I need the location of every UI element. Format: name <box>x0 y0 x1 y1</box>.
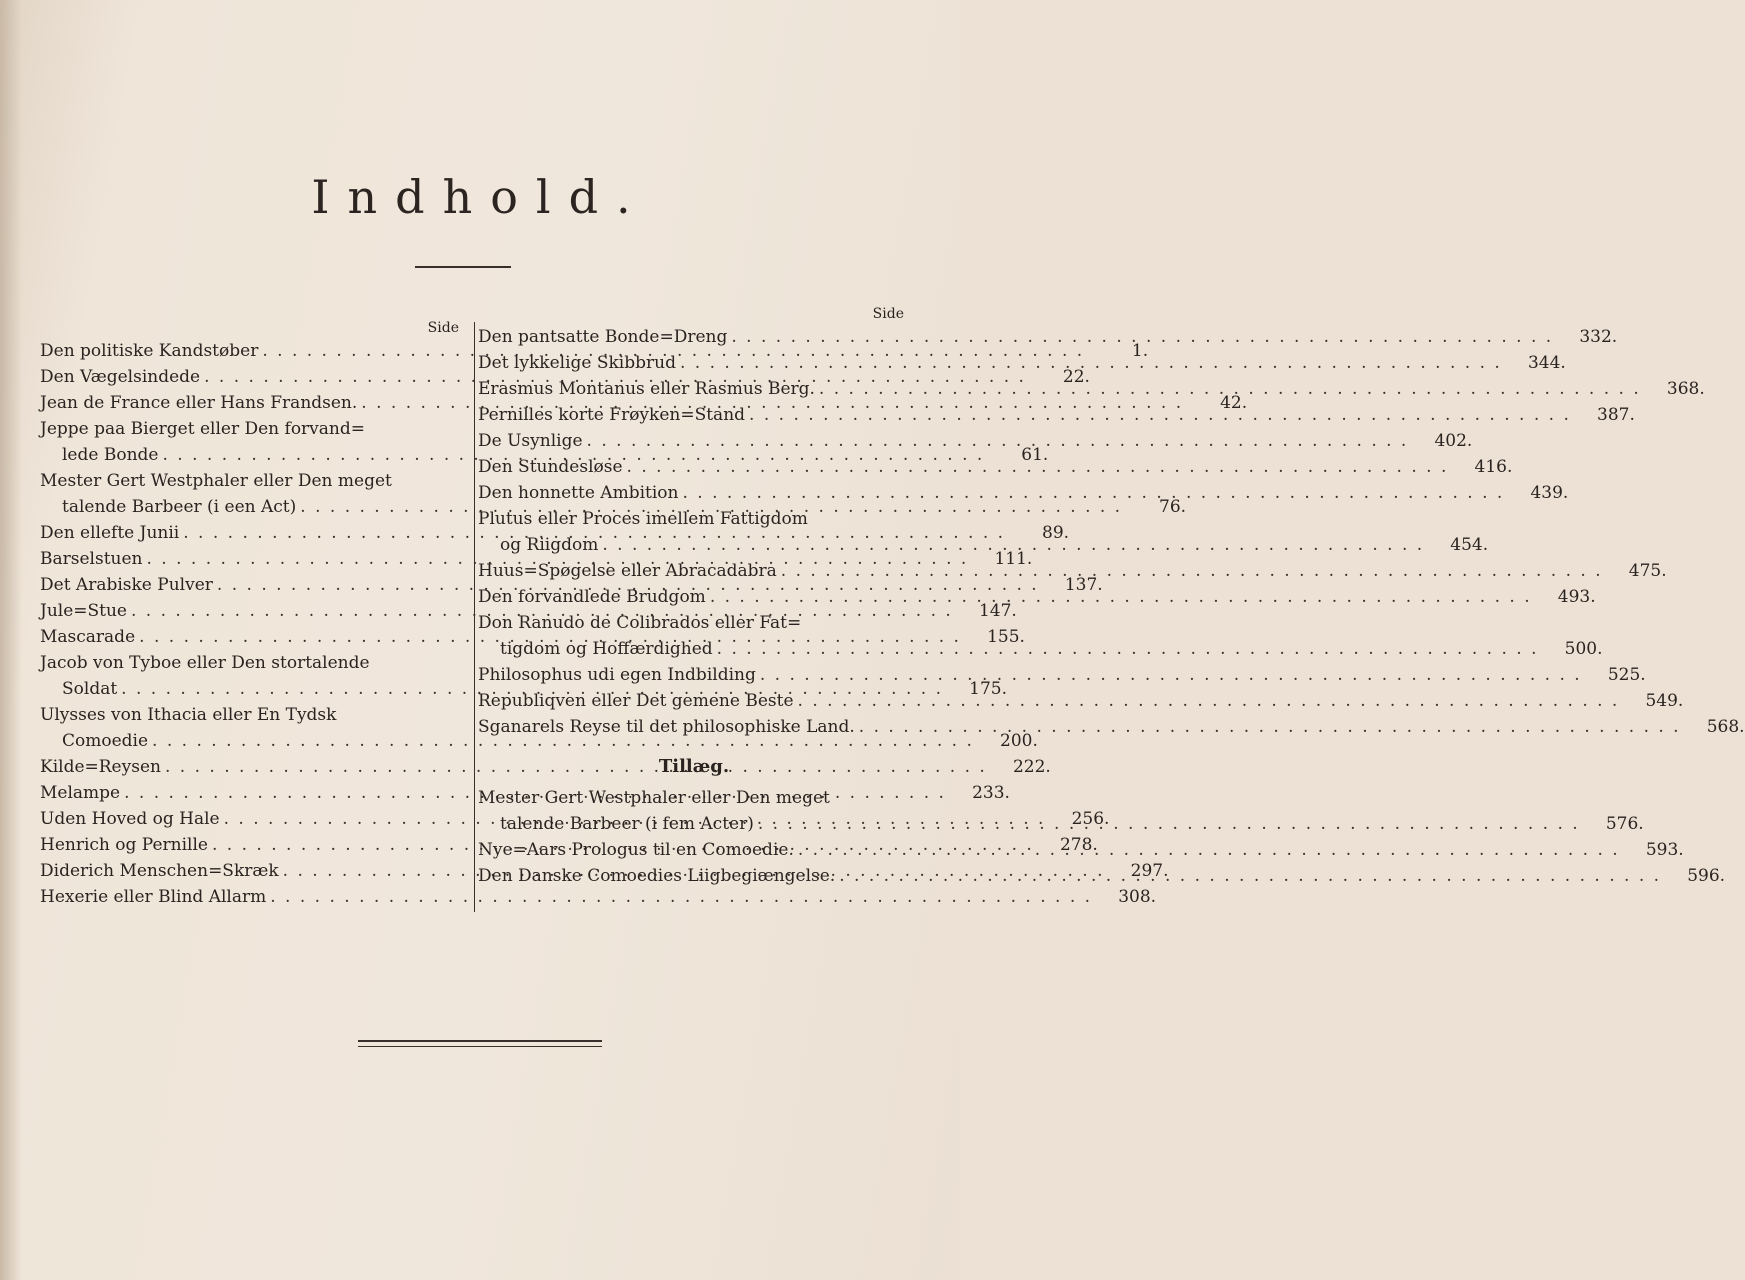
toc-entry-text: Mascarade <box>40 627 136 647</box>
toc-page-number: 439. <box>1530 483 1569 503</box>
toc-page-number: 568. <box>1706 717 1745 737</box>
toc-page-number: 297. <box>1130 861 1169 881</box>
toc-entry-text: Den Stundesløse <box>478 457 623 477</box>
toc-entry-text: Melampe <box>40 783 121 803</box>
toc-entry-line <box>478 376 1647 402</box>
toc-entry-title <box>478 480 1510 506</box>
toc-page-number: 368. <box>1666 379 1705 399</box>
toc-entry-line <box>478 636 1544 662</box>
toc-entry-text: De Usynlige <box>478 431 583 451</box>
toc-entry-text: Mester Gert Westphaler eller Den meget <box>40 471 392 491</box>
toc-page-number: 76. <box>1159 497 1187 517</box>
toc-entry-text: Den ellefte Junii <box>40 523 180 543</box>
toc-entry-text: Den forvandlede Brudgom <box>478 587 706 607</box>
toc-entry-text: og Riigdom <box>500 535 599 555</box>
toc-page-number: 147. <box>978 601 1017 621</box>
bottom-rule-thin <box>358 1046 602 1047</box>
toc-entry <box>478 428 1473 454</box>
page-title: Indhold. <box>311 170 649 224</box>
toc-page-number: 593. <box>1645 840 1684 860</box>
toc-page-number: 42. <box>1220 393 1248 413</box>
toc-entry-text: Jacob von Tyboe eller Den stortalende <box>40 653 370 673</box>
toc-entry-line <box>478 584 1538 610</box>
toc-entry-text: Jeppe paa Bierget eller Den forvand= <box>40 419 365 439</box>
toc-page-number: 278. <box>1059 835 1098 855</box>
toc-entry-line <box>478 662 1588 688</box>
toc-entry-text: Den Vægelsindede <box>40 367 201 387</box>
toc-entry-line <box>478 454 1454 480</box>
toc-entry-title <box>478 454 1454 480</box>
toc-entry-text: talende Barbeer (i een Act) <box>62 497 297 517</box>
toc-entry-text: Comoedie <box>62 731 149 751</box>
toc-page-number: 387. <box>1597 405 1635 425</box>
toc-page-number: 549. <box>1645 691 1684 711</box>
leader-dots <box>819 376 1641 402</box>
toc-entry-title <box>478 428 1414 454</box>
toc-page-number: 332. <box>1579 327 1618 347</box>
leader-dots <box>758 811 1580 837</box>
toc-entry-title <box>478 506 1430 558</box>
toc-entry-title <box>478 837 1626 863</box>
toc-page-number: 525. <box>1607 665 1646 685</box>
toc-entry-title <box>478 402 1577 428</box>
leader-dots <box>680 350 1502 376</box>
leader-dots <box>749 402 1571 428</box>
toc-entry-text: Jule=Stue <box>40 601 127 621</box>
toc-entry-line <box>478 863 1667 889</box>
toc-page-number: 493. <box>1557 587 1596 607</box>
toc-entry-title <box>478 610 1544 662</box>
toc-entry-text: Pernilles korte Frøyken=Stand <box>478 405 746 425</box>
toc-entry-text: lede Bonde <box>62 445 159 465</box>
toc-entry-text: Plutus eller Proces imellem Fattigdom <box>478 509 808 529</box>
toc-page-number: 233. <box>972 783 1010 803</box>
leader-dots <box>731 324 1553 350</box>
toc-entry-text: talende Barbeer (i fem Acter) <box>500 814 754 834</box>
leader-dots <box>760 662 1582 688</box>
leader-dots <box>798 837 1620 863</box>
toc-entry-text: Philosophus udi egen Indbilding <box>478 665 756 685</box>
toc-entry-text: Republiqven eller Det gemene Beste <box>478 691 794 711</box>
toc-entry-line <box>478 688 1625 714</box>
toc-entry-title <box>478 688 1625 714</box>
toc-entry-title <box>478 584 1538 610</box>
toc-entry-text: Uden Hoved og Hale <box>40 809 220 829</box>
toc-page-number: 308. <box>1118 887 1157 907</box>
toc-entry <box>478 324 1618 350</box>
leader-dots <box>682 480 1504 506</box>
toc-entry-text: tigdom og Hoffærdighed <box>500 639 713 659</box>
leader-dots <box>710 584 1532 610</box>
side-header-right: Side <box>872 306 904 322</box>
toc-page-number: 222. <box>1012 757 1051 777</box>
toc-page-number: 1. <box>1131 341 1149 361</box>
title-rule <box>415 266 511 268</box>
toc-entry-text: Nye=Aars Prologus til en Comoedie. <box>478 840 794 860</box>
toc-entry-line <box>478 402 1577 428</box>
toc-page-number: 596. <box>1687 866 1726 886</box>
leader-dots <box>781 558 1603 584</box>
toc-entry-line <box>478 558 1609 584</box>
leader-dots <box>839 863 1661 889</box>
leader-dots <box>859 714 1681 740</box>
toc-page-number: 61. <box>1021 445 1049 465</box>
toc-entry-line <box>478 480 1510 506</box>
toc-page-number: 137. <box>1064 575 1103 595</box>
leader-dots <box>602 532 1424 558</box>
toc-entry-text: Mester Gert Westphaler eller Den meget <box>478 788 830 808</box>
toc-page-number: 402. <box>1434 431 1473 451</box>
toc-entry-text: Huus=Spøgelse eller Abracadabra <box>478 561 777 581</box>
toc-entry-line <box>478 350 1508 376</box>
toc-entry <box>478 714 1745 740</box>
leader-dots <box>587 428 1409 454</box>
toc-entry <box>40 884 1157 910</box>
toc-entry-text: Det lykkelige Skibbrud <box>478 353 676 373</box>
toc-entry-line <box>478 610 1544 636</box>
toc-entry-title <box>478 350 1508 376</box>
toc-entry-text: Soldat <box>62 679 118 699</box>
leader-dots <box>798 688 1620 714</box>
toc-entry-text: Den pantsatte Bonde=Dreng <box>478 327 728 347</box>
side-header-left: Side <box>427 320 459 336</box>
toc-entry-line <box>478 532 1430 558</box>
toc-page-number: 256. <box>1071 809 1110 829</box>
toc-entry-title <box>478 714 1687 740</box>
toc-page-number: 89. <box>1042 523 1070 543</box>
toc-entry-title <box>478 376 1647 402</box>
toc-page-number: 416. <box>1474 457 1513 477</box>
toc-entry-line <box>478 506 1430 532</box>
toc-entry-text: Henrich og Pernille <box>40 835 208 855</box>
toc-entry-line <box>478 714 1687 740</box>
toc-page-number: 155. <box>987 627 1025 647</box>
toc-entry-text: Ulysses von Ithacia eller En Tydsk <box>40 705 337 725</box>
toc-entry-text: Den politiske Kandstøber <box>40 341 259 361</box>
toc-entry-text: Det Arabiske Pulver <box>40 575 213 595</box>
toc-entry-text: Erasmus Montanus eller Rasmus Berg. <box>478 379 815 399</box>
toc-entry-title <box>478 863 1667 889</box>
toc-entry-text: Kilde=Reysen <box>40 757 161 777</box>
toc-page-number: 454. <box>1450 535 1489 555</box>
toc-entry-text: Den Danske Comoedies Liigbegiængelse. <box>478 866 836 886</box>
toc-entry <box>478 350 1566 376</box>
toc-page-number: 500. <box>1564 639 1603 659</box>
toc-entry-text: Diderich Menschen=Skræk <box>40 861 279 881</box>
toc-entry-text: Hexerie eller Blind Allarm <box>40 887 267 907</box>
toc-entry-line <box>478 785 1586 811</box>
toc-page-number: 475. <box>1628 561 1667 581</box>
toc-page-number: 111. <box>994 549 1033 569</box>
toc-page-number: 200. <box>1000 731 1038 751</box>
toc-entry-title <box>478 785 1586 837</box>
toc-entry-line <box>478 324 1559 350</box>
toc-entry <box>478 480 1569 506</box>
toc-entry <box>478 662 1646 688</box>
toc-entry-title <box>478 324 1559 350</box>
toc-page-number: 22. <box>1062 367 1090 387</box>
leader-dots <box>627 454 1449 480</box>
toc-page-number: 344. <box>1527 353 1566 373</box>
toc-entry-text: Don Ranudo de Colibrados eller Fat= <box>478 613 802 633</box>
toc-entry-text: Barselstuen <box>40 549 143 569</box>
toc-entry-text: Den honnette Ambition <box>478 483 679 503</box>
toc-entry-line <box>478 837 1626 863</box>
supplement-heading: Tillæg. <box>658 756 730 777</box>
toc-page-number: 576. <box>1605 814 1644 834</box>
toc-entry-line <box>478 811 1586 837</box>
toc-page-number: 175. <box>969 679 1007 699</box>
bottom-rule <box>358 1040 602 1042</box>
toc-entry-title <box>478 558 1609 584</box>
leader-dots <box>717 636 1539 662</box>
toc-entry-text: Sganarels Reyse til det philosophiske Land. <box>478 717 855 737</box>
toc-entry-title <box>478 662 1588 688</box>
toc-entry-text: Jean de France eller Hans Frandsen. <box>40 393 358 413</box>
toc-entry-line <box>478 428 1414 454</box>
